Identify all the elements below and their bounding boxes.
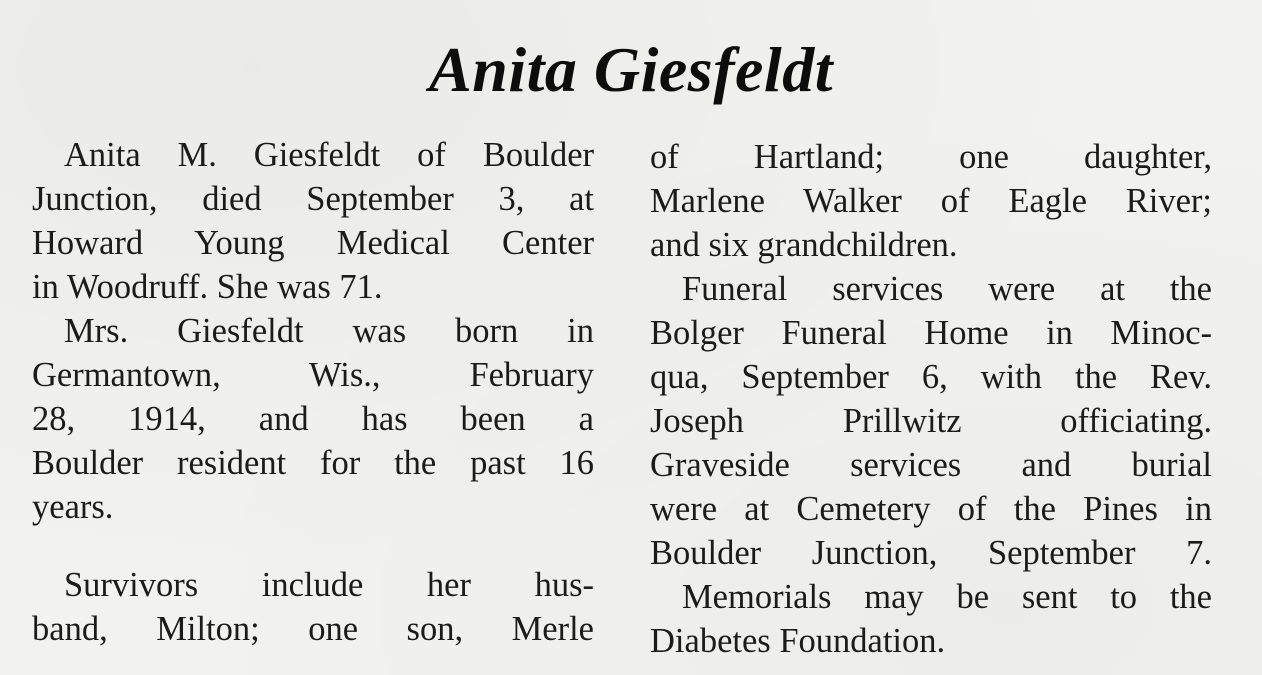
text-line: Boulder resident for the past 16 xyxy=(32,444,594,482)
right-column xyxy=(650,135,1212,663)
text-line: Mrs. Giesfeldt was born in xyxy=(64,312,594,350)
text-line: Boulder Junction, September 7. xyxy=(650,534,1212,572)
text-line: of Hartland; one daughter, xyxy=(650,138,1212,176)
text-line: Marlene Walker of Eagle River; xyxy=(650,182,1212,220)
text-line: Diabetes Foundation. xyxy=(650,622,946,660)
text-line: Memorials may be sent to the xyxy=(682,578,1212,616)
text-line: Bolger Funeral Home in Minoc- xyxy=(650,314,1212,352)
text-line: Survivors include her hus- xyxy=(64,566,594,604)
text-line: Graveside services and burial xyxy=(650,446,1212,484)
text-line: years. xyxy=(32,488,114,526)
text-line: band, Milton; one son, Merle xyxy=(32,610,594,648)
text-line: qua, September 6, with the Rev. xyxy=(650,358,1212,396)
text-line: Joseph Prillwitz officiating. xyxy=(650,402,1212,440)
text-line: Anita M. Giesfeldt of Boulder xyxy=(64,136,594,174)
text-line: 28, 1914, and has been a xyxy=(32,400,594,438)
text-line: Germantown, Wis., February xyxy=(32,356,594,394)
text-line: and six grandchildren. xyxy=(650,226,958,264)
text-line: were at Cemetery of the Pines in xyxy=(650,490,1212,528)
text-line: in Woodruff. She was 71. xyxy=(32,268,383,306)
obituary-title: Anita Giesfeldt xyxy=(429,34,833,105)
left-column xyxy=(32,133,594,651)
paragraph-gap xyxy=(32,529,594,563)
text-line: Junction, died September 3, at xyxy=(32,180,594,218)
text-line: Howard Young Medical Center xyxy=(32,224,594,262)
text-line: Funeral services were at the xyxy=(682,270,1212,308)
